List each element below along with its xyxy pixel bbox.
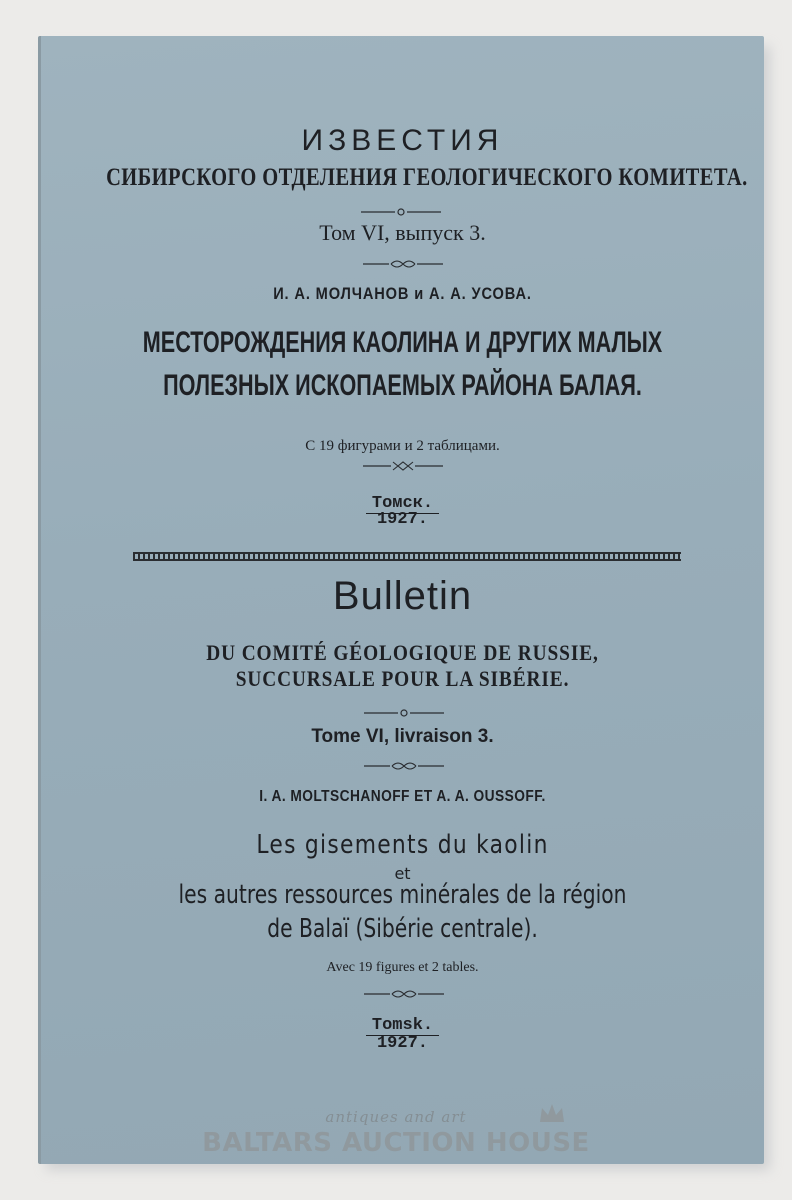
ornament-rule-4 bbox=[364, 707, 444, 719]
french-year: 1927. bbox=[376, 1034, 428, 1053]
russian-subtitle: СИБИРСКОГО ОТДЕЛЕНИЯ ГЕОЛОГИЧЕСКОГО КОМИТЕТА. bbox=[106, 164, 748, 191]
russian-title: ИЗВЕСТИЯ bbox=[301, 124, 504, 157]
booklet-cover bbox=[38, 36, 764, 1164]
french-subtitle-line2: SUCCURSALE POUR LA SIBÉRIE. bbox=[235, 666, 570, 691]
french-article-title-line2: et bbox=[394, 864, 411, 883]
ornament-rule-2 bbox=[363, 258, 443, 270]
french-figures-note: Avec 19 figures et 2 tables. bbox=[326, 960, 479, 975]
russian-volume: Том VI, выпуск 3. bbox=[319, 220, 486, 245]
french-authors: I. A. MOLTSCHANOFF ET A. A. OUSSOFF. bbox=[259, 788, 546, 805]
french-article-title-line4: de Balaï (Sibérie centrale). bbox=[267, 914, 538, 944]
french-title: Bulletin bbox=[332, 574, 473, 618]
ornament-rule-5 bbox=[364, 760, 444, 772]
watermark-brand: BALTARS AUCTION HOUSE bbox=[202, 1128, 590, 1158]
ornament-rule-3 bbox=[363, 460, 443, 472]
french-article-title-line1: Les gisements du kaolin bbox=[256, 830, 549, 860]
watermark-tagline: antiques and art bbox=[325, 1108, 467, 1126]
russian-figures-note: С 19 фигурами и 2 таблицами. bbox=[305, 438, 500, 454]
ornament-rule-6 bbox=[364, 988, 444, 1000]
russian-authors: И. А. МОЛЧАНОВ и А. А. УСОВА. bbox=[273, 284, 532, 303]
french-city: Tomsk. bbox=[41, 1016, 764, 1035]
russian-article-title-line2: ПОЛЕЗНЫХ ИСКОПАЕМЫХ РАЙОНА БАЛАЯ. bbox=[163, 369, 642, 402]
russian-article-title-line1: МЕСТОРОЖДЕНИЯ КАОЛИНА И ДРУГИХ МАЛЫХ bbox=[142, 326, 663, 359]
ornament-rule-1 bbox=[361, 206, 441, 218]
russian-city: Томск. bbox=[41, 494, 764, 513]
section-divider bbox=[133, 552, 681, 561]
russian-year: 1927. bbox=[376, 510, 428, 529]
french-article-title-line3: les autres ressources minérales de la région bbox=[178, 880, 627, 910]
french-subtitle-line1: DU COMITÉ GÉOLOGIQUE DE RUSSIE, bbox=[206, 640, 599, 665]
french-volume: Tome VI, livraison 3. bbox=[311, 726, 494, 747]
